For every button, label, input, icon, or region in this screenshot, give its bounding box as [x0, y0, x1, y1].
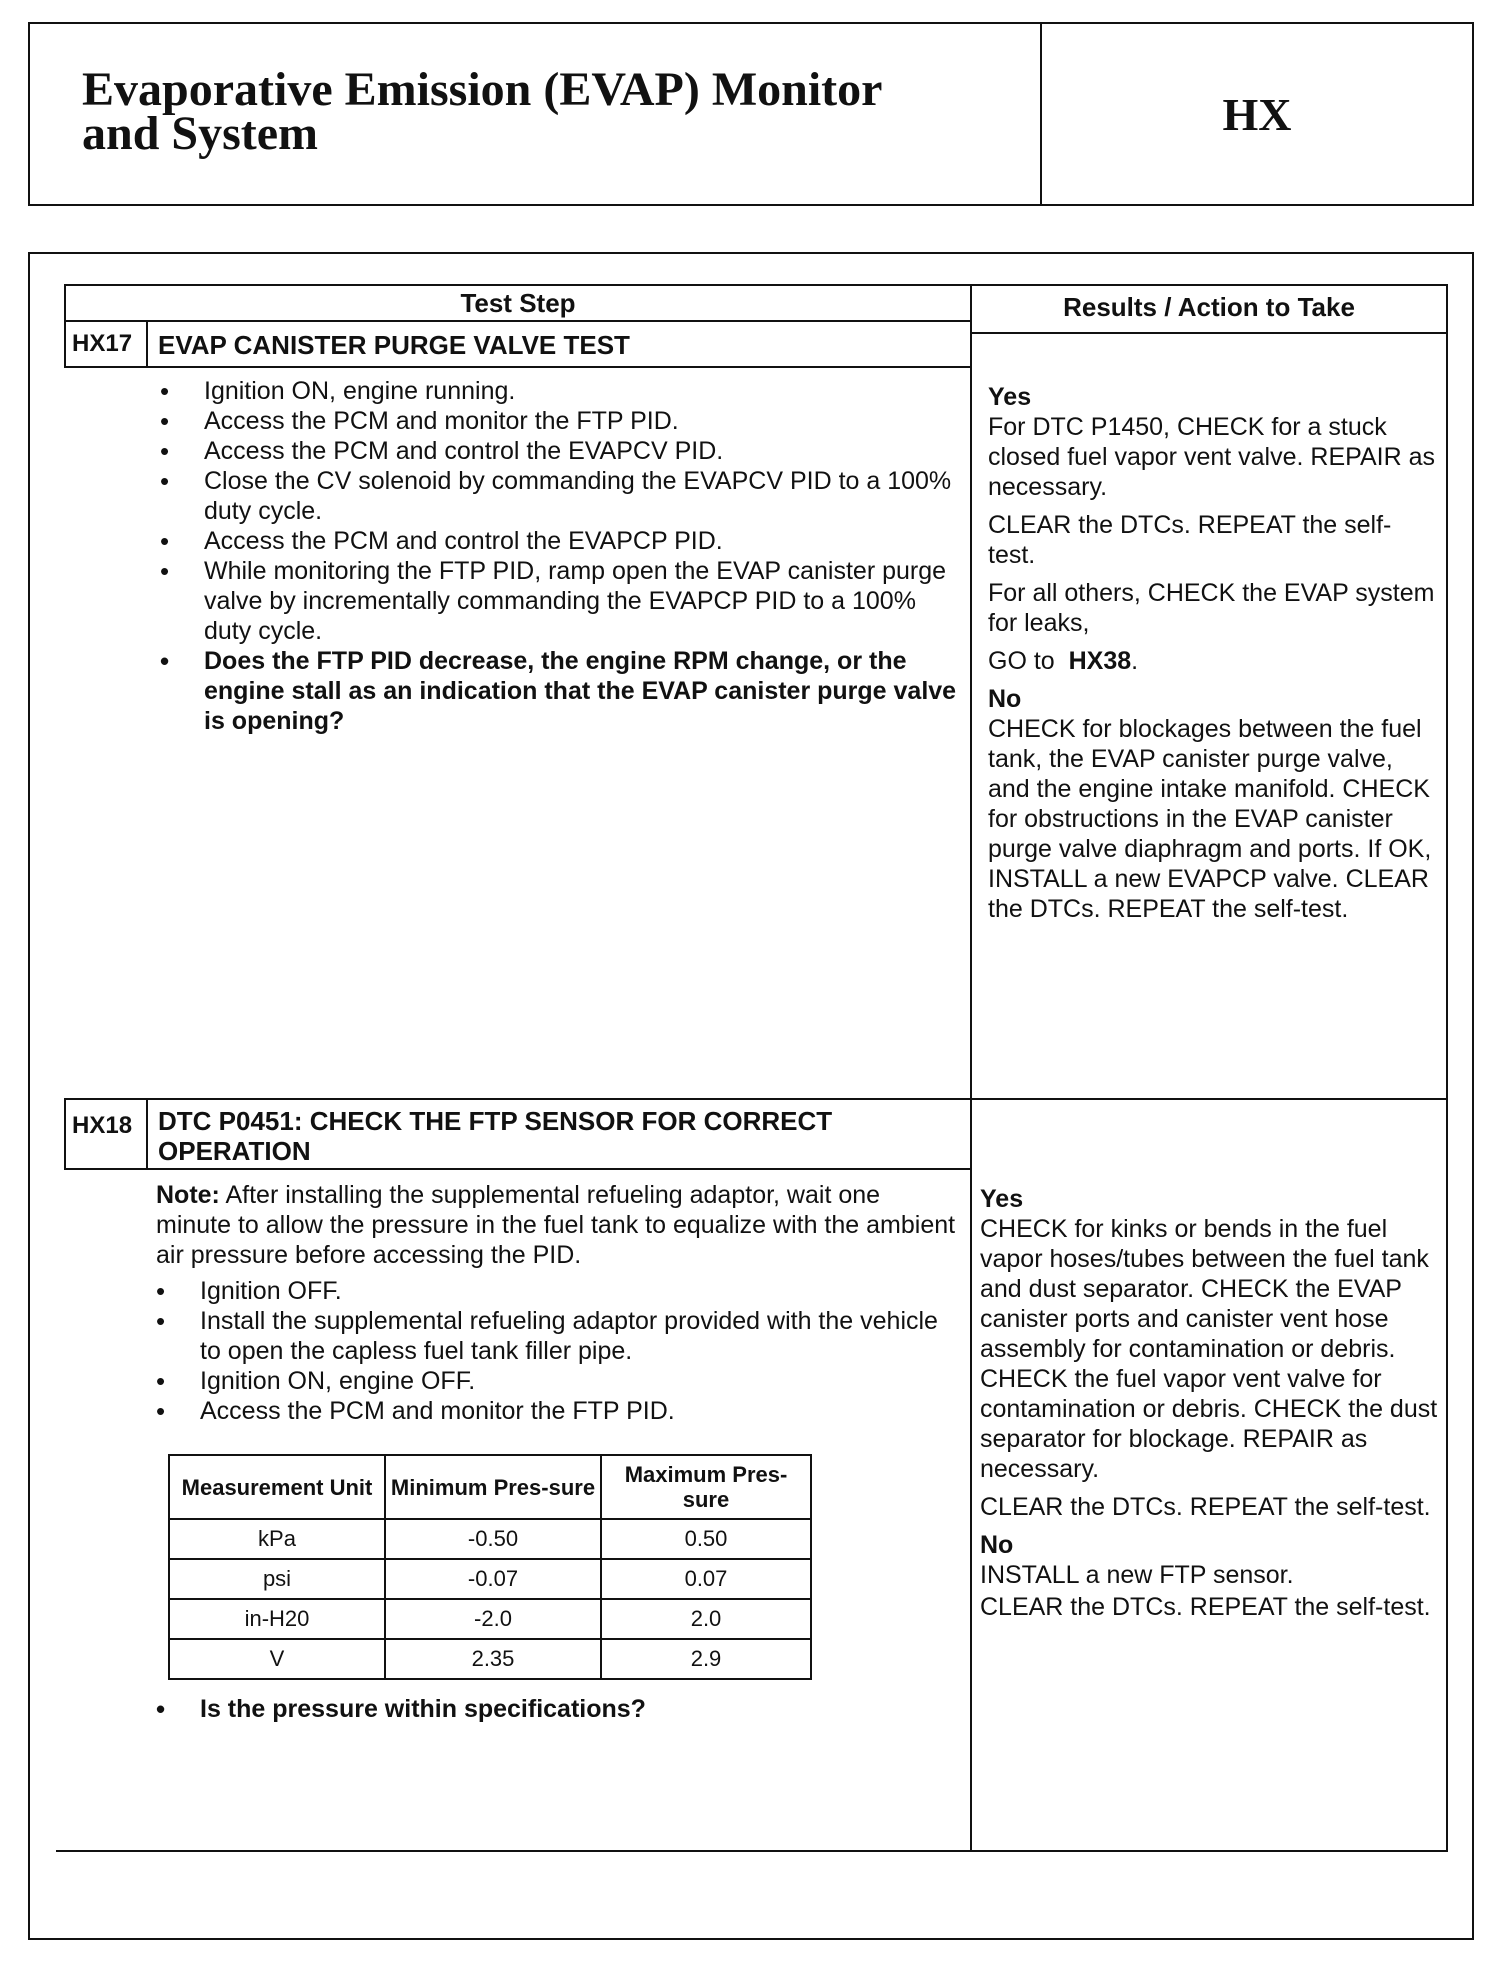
note-label: Note:: [156, 1181, 220, 1209]
spec-cell: 0.50: [601, 1519, 811, 1559]
spec-header-min: Minimum Pres-sure: [385, 1455, 601, 1519]
procedure-table: [28, 252, 1474, 1940]
hx18-note: [156, 1180, 962, 1270]
test-step-header-line: [64, 320, 972, 322]
hx18-yes-text-1: CHECK for kinks or bends in the fuel vapor hoses/tubes between the fuel tank and dust separator. CHECK the EVAP canister ports and canister vent hose assembly for contamination or debris. CHECK the fuel vapor vent valve for contamination or debris. CHECK the dust separator for blockage. REPAIR as necessary.: [980, 1215, 1438, 1483]
hx17-yes-text-1: For DTC P1450, CHECK for a stuck closed fuel vapor vent valve. REPAIR as necessary.: [988, 413, 1435, 501]
hx17-no-text: CHECK for blockages between the fuel tank, the EVAP canister purge valve, and the engine intake manifold. CHECK for obstructions in the EVAP canister purge valve diaphragm and ports. If OK, INSTALL a new EVAPCP valve. CLEAR the DTCs. REPEAT the self-test.: [988, 715, 1432, 923]
hx17-step-title: EVAP CANISTER PURGE VALVE TEST: [158, 330, 630, 360]
hx18-no-text-2: CLEAR the DTCs. REPEAT the self-test.: [980, 1593, 1431, 1621]
results-column-header: Results / Action to Take: [1063, 292, 1355, 322]
table-row: [169, 1639, 811, 1679]
spec-cell: 0.07: [601, 1559, 811, 1599]
hx17-results: [988, 382, 1438, 932]
test-step-column-header: Test Step: [460, 288, 576, 318]
hx17-yes-label: Yes: [988, 383, 1032, 411]
hx18-no-label: No: [980, 1531, 1014, 1559]
spec-cell: V: [169, 1639, 385, 1679]
table-bottom-line: [56, 1850, 1448, 1852]
hx18-title-line: [64, 1168, 972, 1170]
table-top-line: [64, 284, 1448, 286]
hx17-title-line: [64, 366, 972, 368]
column-divider: [970, 284, 972, 1852]
hx18-step-2: • Install the supplemental refueling adaptor provided with the vehicle to open the capless fuel tank filler pipe.: [156, 1306, 956, 1366]
hx17-step-4: • Close the CV solenoid by commanding the EVAPCV PID to a 100% duty cycle.: [160, 466, 960, 526]
spec-cell: -2.0: [385, 1599, 601, 1639]
hx18-id-divider: [146, 1098, 148, 1168]
hx17-step-2: • Access the PCM and monitor the FTP PID.: [160, 406, 960, 436]
hx17-yes-text-2: CLEAR the DTCs. REPEAT the self-test.: [988, 511, 1392, 569]
hx17-step-1: • Ignition ON, engine running.: [160, 376, 960, 406]
hx17-question: • Does the FTP PID decrease, the engine RPM change, or the engine stall as an indication that the EVAP canister purge valve is opening?: [160, 646, 960, 736]
spec-cell: 2.35: [385, 1639, 601, 1679]
hx17-step-5: • Access the PCM and control the EVAPCP PID.: [160, 526, 960, 556]
hx17-step-6: • While monitoring the FTP PID, ramp open the EVAP canister purge valve by incrementally commanding the EVAPCP PID to a 100% duty cycle.: [160, 556, 960, 646]
results-header-line: [970, 332, 1448, 334]
spec-cell: -0.07: [385, 1559, 601, 1599]
hx18-step-1: • Ignition OFF.: [156, 1276, 956, 1306]
spec-cell: kPa: [169, 1519, 385, 1559]
spec-cell: in-H20: [169, 1599, 385, 1639]
goto-target-link[interactable]: HX38: [1068, 647, 1132, 675]
table-row: [169, 1519, 811, 1559]
hx17-step-list: [160, 376, 960, 736]
section-code: HX: [1222, 88, 1292, 140]
hx18-step-4: • Access the PCM and monitor the FTP PID.: [156, 1396, 956, 1426]
right-border: [1446, 284, 1448, 1852]
hx17-step-id: HX17: [72, 330, 133, 357]
hx18-step-title: DTC P0451: CHECK THE FTP SENSOR FOR CORRECT OPERATION: [158, 1106, 833, 1166]
table-row: [169, 1559, 811, 1599]
spec-cell: -0.50: [385, 1519, 601, 1559]
hx18-yes-label: Yes: [980, 1185, 1024, 1213]
hx17-goto: GO to HX38.: [988, 647, 1139, 675]
left-border-b: [64, 1098, 66, 1168]
note-text: After installing the supplemental refueling adaptor, wait one minute to allow the pressure in the fuel tank to equalize with the ambient air pressure before accessing the PID.: [156, 1181, 956, 1269]
title-line-2: and System: [82, 107, 319, 160]
hx18-top-line: [64, 1098, 1448, 1100]
hx17-no-label: No: [988, 685, 1022, 713]
hx17-id-divider: [146, 320, 148, 366]
hx18-step-list: [156, 1276, 956, 1426]
hx18-question: • Is the pressure within specifications?: [156, 1694, 956, 1724]
hx17-yes-text-3: For all others, CHECK the EVAP system for leaks,: [988, 579, 1435, 637]
spec-header-row: [169, 1455, 811, 1519]
title-line-1: Evaporative Emission (EVAP) Monitor: [82, 63, 883, 116]
hx18-step-id: HX18: [72, 1112, 133, 1139]
hx17-step-3: • Access the PCM and control the EVAPCV PID.: [160, 436, 960, 466]
page-header: [28, 22, 1474, 206]
spec-cell: 2.0: [601, 1599, 811, 1639]
hx18-no-text-1: INSTALL a new FTP sensor.: [980, 1561, 1294, 1589]
goto-prefix: GO to: [988, 647, 1055, 675]
spec-cell: 2.9: [601, 1639, 811, 1679]
page-title: [82, 63, 1022, 160]
pressure-spec-table: [168, 1454, 812, 1680]
spec-header-max: Maximum Pres-sure: [601, 1455, 811, 1519]
spec-header-unit: Measurement Unit: [169, 1455, 385, 1519]
hx18-step-3: • Ignition ON, engine OFF.: [156, 1366, 956, 1396]
table-row: [169, 1599, 811, 1639]
hx18-question-list: [156, 1694, 956, 1724]
hx18-yes-text-2: CLEAR the DTCs. REPEAT the self-test.: [980, 1493, 1431, 1521]
spec-cell: psi: [169, 1559, 385, 1599]
hx18-results: [980, 1184, 1442, 1630]
